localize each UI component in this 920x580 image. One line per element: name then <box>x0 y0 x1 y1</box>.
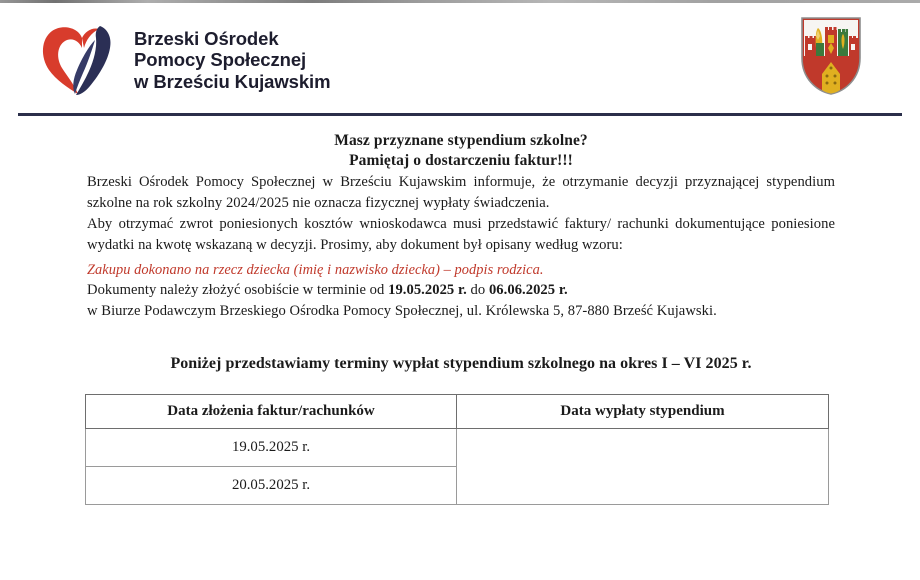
organization-name <box>134 28 330 92</box>
payment-schedule-table <box>85 394 829 505</box>
organization-name-line-2: Pomocy Społecznej <box>134 49 307 71</box>
column-header-submission-date: Data złożenia faktur/rachunków <box>86 395 457 429</box>
table-body <box>86 429 829 505</box>
coat-of-arms-icon <box>800 16 862 96</box>
paragraph-deadline <box>87 280 835 322</box>
column-header-payment-date: Data wypłaty stypendium <box>457 395 829 429</box>
cell-submission-date: 19.05.2025 r. <box>86 429 457 467</box>
deadline-date-to-suffix: r. <box>558 282 568 299</box>
page-title <box>87 131 835 172</box>
deadline-date-from-suffix: r. <box>457 282 467 299</box>
paragraph-instructions: Aby otrzymać zwrot poniesionych kosztów wnioskodawca musi przedstawić faktury/ rachunki dokumentujące poniesione wydatki na kwotę wskazaną w decyzji. Prosimy, aby dokument był opisany według wzoru: <box>87 215 835 253</box>
organization-logo-block <box>38 24 330 96</box>
page-title-line-1: Masz przyznane stypendium szkolne? <box>334 132 588 149</box>
deadline-text-lead: Dokumenty należy złożyć osobiście w terminie od <box>87 282 389 299</box>
deadline-text-mid: do <box>466 282 489 299</box>
deadline-date-from: 19.05.2025 <box>388 282 455 299</box>
paragraph-intro: Brzeski Ośrodek Pomocy Społecznej w Brześciu Kujawskim informuje, że otrzymanie decyzji przyznającej stypendium szkolne na rok szkolny 2024/2025 nie oznacza fizycznej wypłaty świadczenia. <box>87 173 835 211</box>
organization-name-line-1: Brzeski Ośrodek <box>134 27 279 49</box>
table-row <box>86 429 829 467</box>
table-header-row <box>86 395 829 429</box>
schedule-subheading: Poniżej przedstawiamy terminy wypłat stypendium szkolnego na okres I – VI 2025 r. <box>170 355 752 373</box>
cell-payment-date <box>457 429 829 505</box>
deadline-office-address: w Biurze Podawczym Brzeskiego Ośrodka Pomocy Społecznej, ul. Królewska 5, 87-880 Brześć Kujawski. <box>87 303 717 320</box>
cell-submission-date: 20.05.2025 r. <box>86 467 457 505</box>
deadline-date-to: 06.06.2025 <box>488 282 556 299</box>
description-template-note: Zakupu dokonano na rzecz dziecka (imię i nazwisko dziecka) – podpis rodzica. <box>87 261 544 278</box>
heart-hand-logo-icon <box>38 24 122 96</box>
page-title-line-2: Pamiętaj o dostarczeniu faktur!!! <box>349 152 573 170</box>
organization-name-line-3: w Brześciu Kujawskim <box>134 70 331 92</box>
document-masthead <box>0 0 920 112</box>
schedule-table-wrapper <box>0 394 920 505</box>
document-body <box>0 113 920 505</box>
